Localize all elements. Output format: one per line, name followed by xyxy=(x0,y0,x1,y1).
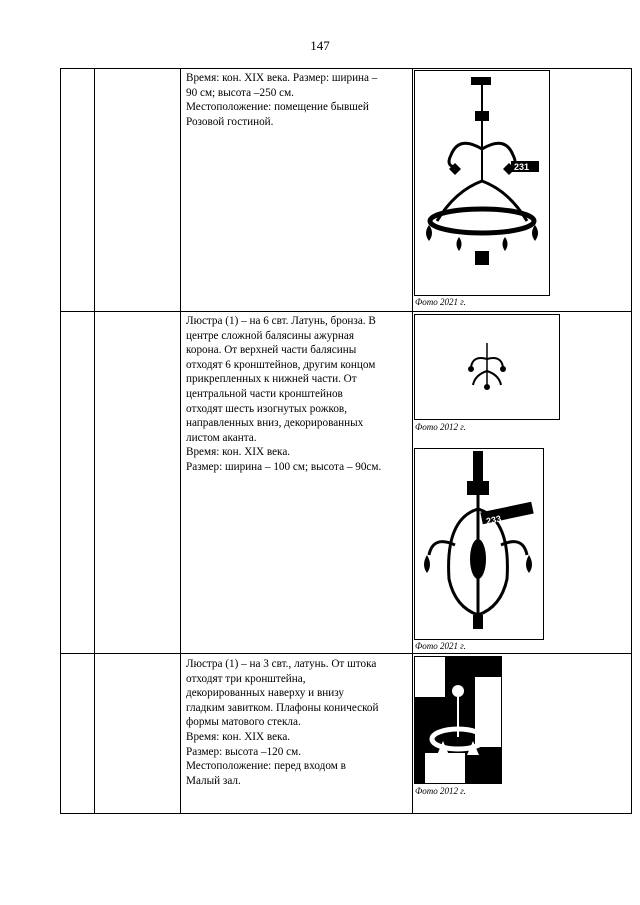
chandelier-small-icon xyxy=(415,315,559,419)
col-divider xyxy=(180,68,181,814)
chandelier-6-arm-icon xyxy=(415,449,543,639)
svg-text:231: 231 xyxy=(514,162,530,172)
row-divider xyxy=(60,653,632,654)
col-divider xyxy=(94,68,95,814)
chandelier-photo-2012 xyxy=(414,314,560,420)
item-description: Люстра (1) – на 3 свт., латунь. От штока отходят три кронштейна, декорированных наверху и внизу гладким завитком. Плафоны конической формы матового стекла. Время: кон. XIX века. Размер: высота –120 см. Местоположение: перед входом в Малый зал. xyxy=(186,658,379,787)
item-description: Время: кон. XIX века. Размер: ширина – 90 см; высота –250 см. Местоположение: помещение бывшей Розовой гостиной. xyxy=(186,72,378,128)
table-border-top xyxy=(60,68,632,69)
col-divider xyxy=(60,68,61,814)
inventory-table xyxy=(60,68,632,814)
photo-caption: Фото 2012 г. xyxy=(415,786,466,796)
table-border-bottom xyxy=(60,813,632,814)
item-description: Люстра (1) – на 6 свт. Латунь, бронза. В центре сложной балясины ажурная корона. От верхней части балясины отходят 6 кронштейнов, другим концом прикрепленных к нижней части. От центральной части кронштейнов отходят шесть изогнутых рожков, направленных вниз, декорированных листом аканта. Время: кон. XIX века. Размер: ширина – 100 см; высота – 90см. xyxy=(186,315,382,473)
photo-caption: Фото 2021 г. xyxy=(415,641,466,651)
page-number: 147 xyxy=(310,38,330,53)
chandelier-photo-2012 xyxy=(414,656,502,784)
chandelier-photo-2021 xyxy=(414,70,550,296)
col-divider xyxy=(412,68,413,814)
chandelier-photo-2021 xyxy=(414,448,544,640)
col-divider xyxy=(631,68,632,814)
chandelier-6-arm-icon xyxy=(415,71,549,295)
photo-caption: Фото 2021 г. xyxy=(415,297,466,307)
row-divider xyxy=(60,311,632,312)
chandelier-3-arm-icon xyxy=(415,657,501,783)
photo-caption: Фото 2012 г. xyxy=(415,422,466,432)
svg-text:233: 233 xyxy=(485,513,503,527)
